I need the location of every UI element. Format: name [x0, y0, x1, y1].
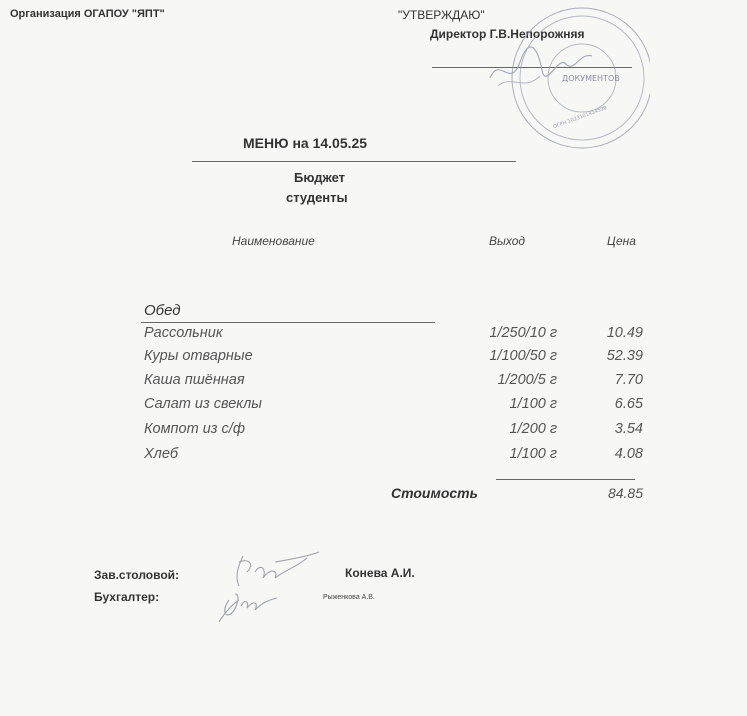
menu-item-price: 6.65: [614, 396, 643, 412]
handwritten-signatures: [215, 548, 335, 628]
canteen-head-label: Зав.столовой:: [94, 568, 180, 582]
section-underline: [141, 322, 435, 323]
menu-item-name: Салат из свеклы: [144, 396, 262, 412]
accountant-name: Рыженкова А.В.: [323, 594, 375, 601]
accountant-label: Бухгалтер:: [94, 590, 160, 604]
menu-title: МЕНЮ на 14.05.25: [243, 135, 368, 151]
column-header-output: Выход: [489, 234, 526, 248]
menu-item-output: 1/100 г: [509, 396, 557, 412]
menu-item-price: 10.49: [606, 325, 643, 341]
menu-item-price: 52.39: [606, 348, 643, 364]
seal-stamp: [480, 0, 650, 160]
menu-item-name: Рассольник: [144, 325, 223, 341]
total-line: [496, 479, 635, 480]
title-underline: [192, 161, 516, 162]
menu-item-name: Куры отварные: [144, 348, 253, 364]
menu-item-name: Хлеб: [144, 446, 179, 462]
canteen-head-name: Конева А.И.: [345, 566, 415, 580]
group-label: студенты: [286, 190, 348, 205]
menu-item-output: 1/200 г: [509, 421, 557, 437]
total-label: Стоимость: [391, 485, 478, 501]
menu-item-name: Компот из с/ф: [144, 421, 245, 437]
menu-item-price: 3.54: [614, 421, 643, 437]
total-value: 84.85: [607, 485, 643, 501]
menu-item-output: 1/200/5 г: [497, 372, 557, 388]
menu-item-price: 7.70: [614, 372, 643, 388]
director-label: Директор Г.В.Непорожняя: [430, 27, 585, 41]
column-header-price: Цена: [607, 234, 636, 248]
organization-label: Организация ОГАПОУ "ЯПТ": [10, 8, 165, 20]
budget-label: Бюджет: [294, 170, 345, 185]
section-title: Обед: [144, 302, 181, 319]
menu-item-output: 1/100 г: [509, 446, 557, 462]
stamp-center-text: ДОКУМЕНТОВ: [562, 74, 620, 83]
menu-item-output: 1/100/50 г: [489, 348, 557, 364]
menu-item-price: 4.08: [614, 446, 643, 462]
stamp-ogrn-text: ОГРН 1023101454599: [552, 105, 608, 131]
menu-item-output: 1/250/10 г: [489, 325, 557, 341]
approve-label: "УТВЕРЖДАЮ": [398, 8, 485, 22]
column-header-name: Наименование: [232, 234, 315, 248]
menu-item-name: Каша пшённая: [144, 372, 245, 388]
